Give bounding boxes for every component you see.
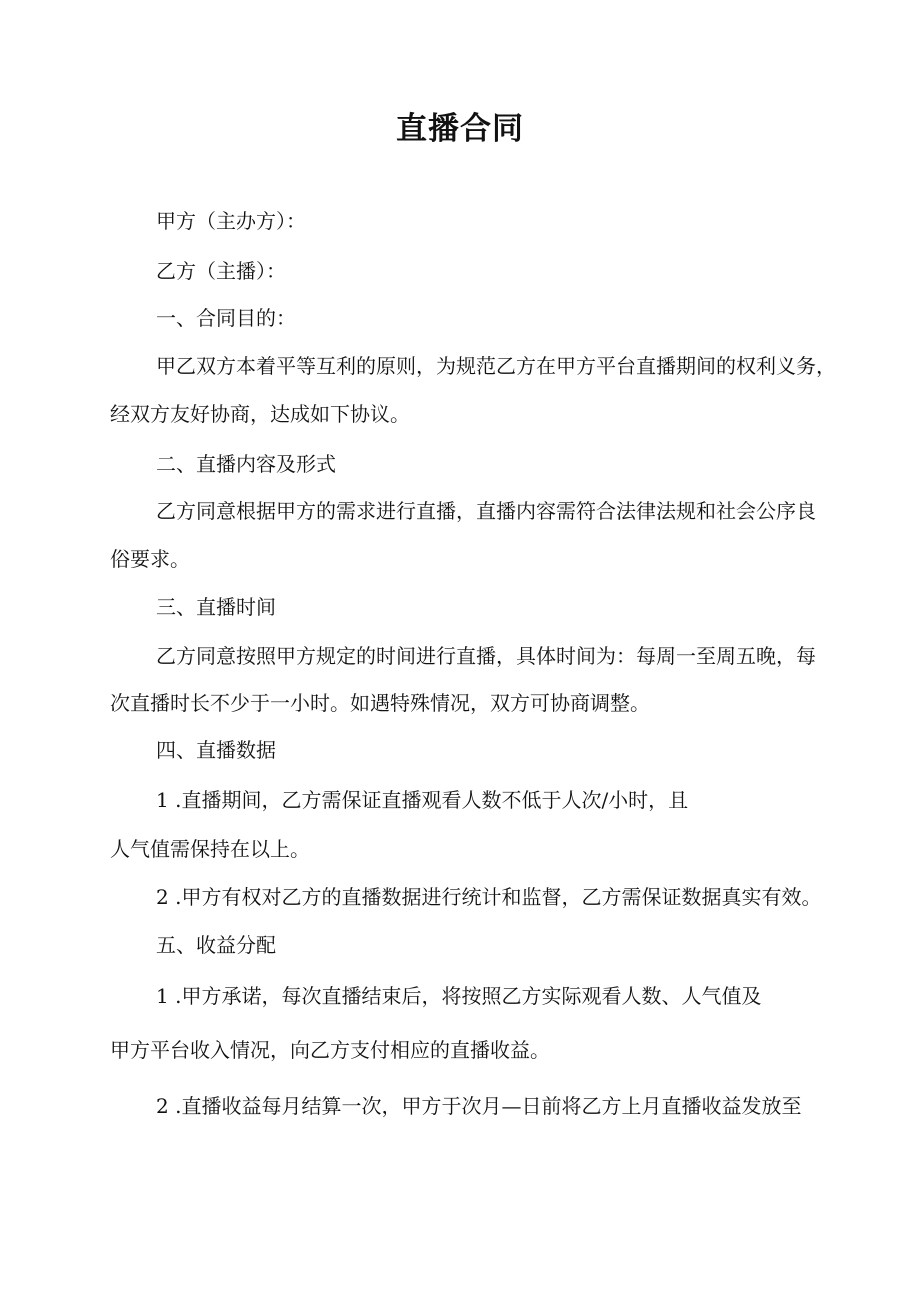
section-3-paragraph-line: 次直播时长不少于一小时。如遇特殊情况，双方可协商调整。 <box>110 691 650 715</box>
section-4-item-2-line: 2 .甲方有权对乙方的直播数据进行统计和监督，乙方需保证数据真实有效。 <box>156 885 822 909</box>
section-2-paragraph-line: 乙方同意根据甲方的需求进行直播，直播内容需符合法律法规和社会公序良 <box>156 499 816 523</box>
party-b-line: 乙方（主播）： <box>156 259 286 283</box>
section-1-paragraph-line: 甲乙双方本着平等互利的原则，为规范乙方在甲方平台直播期间的权利义务， <box>156 354 836 378</box>
section-5-item-1-line: 1 .甲方承诺，每次直播结束后，将按照乙方实际观看人数、人气值及 <box>156 984 762 1008</box>
section-1-paragraph-line: 经双方友好协商，达成如下协议。 <box>110 402 410 426</box>
document-title: 直播合同 <box>396 111 524 147</box>
section-2-heading: 二、直播内容及形式 <box>156 452 336 476</box>
section-2-paragraph-line: 俗要求。 <box>110 547 190 571</box>
section-3-heading: 三、直播时间 <box>156 595 276 619</box>
section-5-item-2-line: 2 .直播收益每月结算一次，甲方于次月—日前将乙方上月直播收益发放至 <box>156 1094 802 1118</box>
section-3-paragraph-line: 乙方同意按照甲方规定的时间进行直播，具体时间为：每周一至周五晚，每 <box>156 644 816 668</box>
party-a-line: 甲方（主办方）： <box>156 209 306 233</box>
section-1-heading: 一、合同目的： <box>156 306 296 330</box>
section-4-item-1-line: 1 .直播期间，乙方需保证直播观看人数不低于人次/小时，且 <box>156 788 689 812</box>
section-5-item-1-line: 甲方平台收入情况，向乙方支付相应的直播收益。 <box>110 1038 550 1062</box>
section-4-item-1-line: 人气值需保持在以上。 <box>110 837 310 861</box>
section-4-heading: 四、直播数据 <box>156 738 276 762</box>
section-5-heading: 五、收益分配 <box>156 933 276 957</box>
